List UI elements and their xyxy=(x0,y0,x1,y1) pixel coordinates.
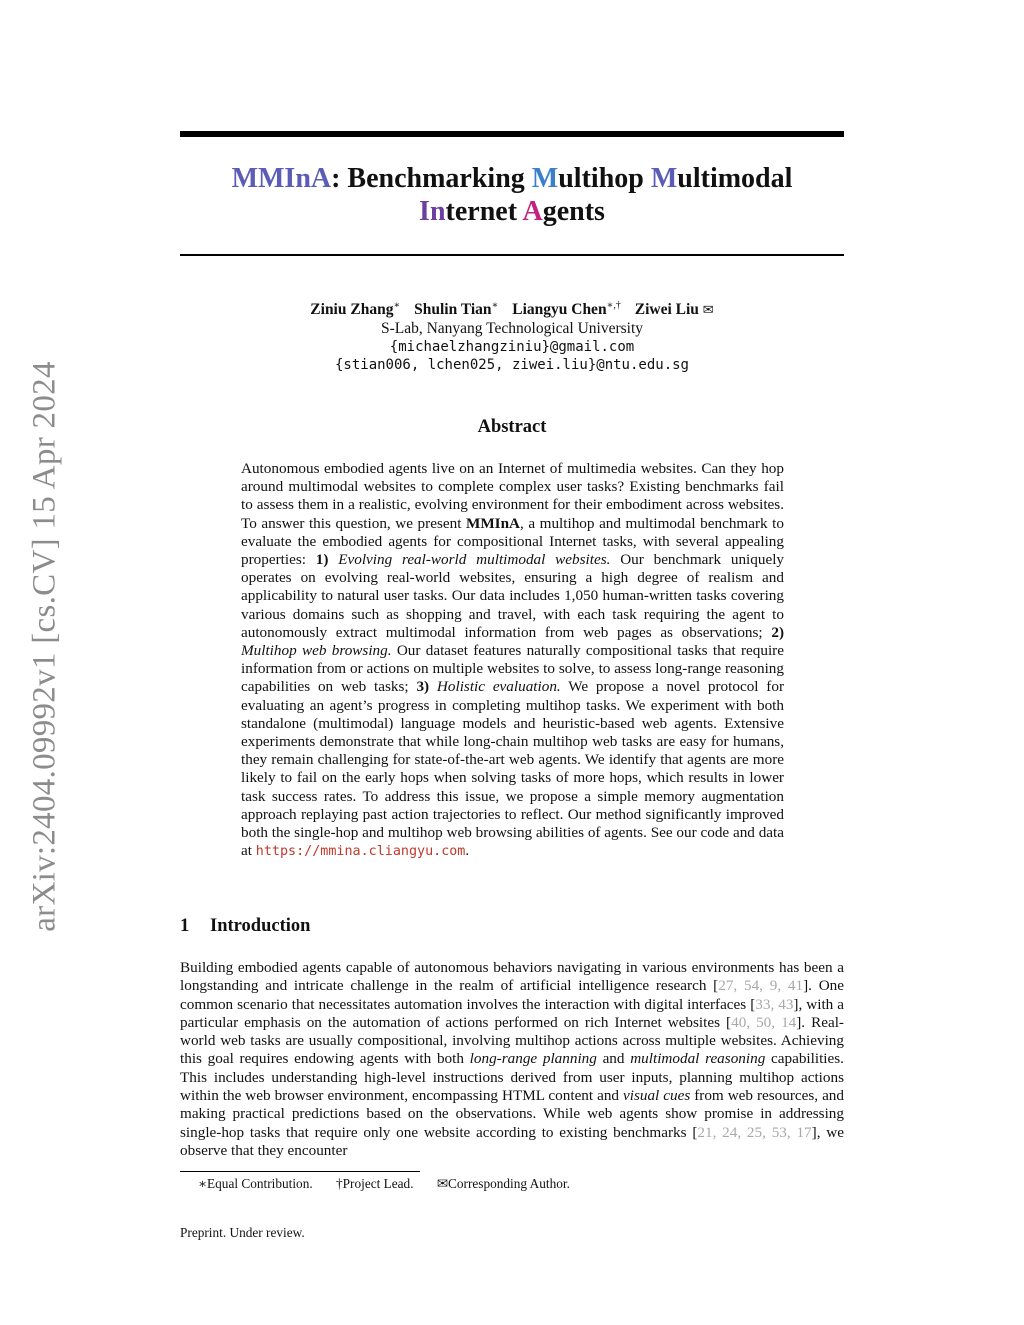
citation[interactable]: 40, 50, 14 xyxy=(731,1013,797,1031)
footnote-project-lead: †Project Lead. xyxy=(336,1176,414,1191)
author: Shulin Tian∗ xyxy=(414,300,499,319)
footnote-rule xyxy=(180,1171,420,1172)
title-top-rule xyxy=(180,131,844,137)
abstract-heading: Abstract xyxy=(477,417,547,437)
code-data-link[interactable]: https://mmina.cliangyu.com xyxy=(255,844,466,860)
introduction-paragraph: Building embodied agents capable of autonomous behaviors navigating in various environments has been a longstanding and intricate challenge in the realm of artificial intelligence research [27, 54, 9, 41]. One common scenario that necessitates automation involves the interaction with digital interfaces [33, 43], with a particular emphasis on the automation of actions performed on rich Internet websites [40, 50, 14]. Real-world web tasks are usually compositional, involving multihop actions across multiple websites. Achieving this goal requires endowing agents with both long-range planning and multimodal reasoning capabilities. This includes understanding high-level instructions derived from user inputs, planning multihop actions within the web browser environment, encompassing HTML content and visual cues from web resources, and making practical predictions based on the observations. While web agents show promise in addressing single-hop tasks that require only one website according to existing benchmarks [21, 24, 25, 53, 17], we observe that they encounter xyxy=(180,959,844,1159)
affiliation: S-Lab, Nanyang Technological University xyxy=(380,320,644,337)
paper-title: MMInA: Benchmarking Multihop Multimodal Internet Agents xyxy=(231,163,793,227)
author: Ziwei Liu ✉ xyxy=(634,301,714,319)
abstract-body: Autonomous embodied agents live on an Internet of multimedia websites. Can they hop around multimodal websites to complete complex user tasks? Existing benchmarks fail to assess them in a realistic, evolving environment for their embodiment across websites. To answer this question, we present MMInA, a multihop and multimodal benchmark to evaluate the embodied agents for compositional Internet tasks, with several appealing properties: 1) Evolving real-world multimodal websites. Our benchmark uniquely operates on evolving real-world websites, ensuring a high degree of realism and applicability to natural user tasks. Our data includes 1,050 human-written tasks covering various domains such as shopping and travel, with each task requiring the agent to autonomously extract multimodal information from web pages as observations; 2) Multihop web browsing. Our dataset features naturally compositional tasks that require information from or actions on multiple websites to solve, to assess long-range reasoning capabilities on web tasks; 3) Holistic evaluation. We propose a novel protocol for evaluating an agent’s progress in completing multihop tasks. We experiment with both standalone (multimodal) language models and heuristic-based web agents. Extensive experiments demonstrate that while long-chain multihop web tasks are easy for humans, they remain challenging for state-of-the-art web agents. We identify that agents are more likely to fail on the early hops when solving tasks of more hops, which results in lower task success rates. To address this issue, we propose a simple memory augmentation approach replaying past action trajectories to reflect. Our method significantly improved both the single-hop and multihop web browsing abilities of agents. See our code and data at https://mmina.cliangyu.com. xyxy=(241,460,785,860)
title-bottom-rule xyxy=(180,254,844,256)
footnote-equal-contribution: ∗Equal Contribution. xyxy=(198,1176,313,1191)
author-list xyxy=(180,300,844,319)
citation[interactable]: 33, 43 xyxy=(755,995,794,1013)
arxiv-identifier-stamp: arXiv:2404.09992v1 [cs.CV] 15 Apr 2024 xyxy=(26,361,63,932)
author: Ziniu Zhang∗ xyxy=(310,300,401,319)
citation[interactable]: 21, 24, 25, 53, 17 xyxy=(697,1123,812,1141)
author: Liangyu Chen∗,† xyxy=(512,300,621,319)
citation[interactable]: 27, 54, 9, 41 xyxy=(718,977,804,995)
envelope-icon: ✉ xyxy=(702,302,714,318)
title-acronym: MMInA xyxy=(231,163,332,194)
preprint-notice: Preprint. Under review. xyxy=(180,1225,305,1240)
section-heading-introduction: 1 Introduction xyxy=(180,916,311,936)
footnotes xyxy=(198,1176,590,1192)
email-line: {michaelzhangziniu}@gmail.com xyxy=(389,339,635,355)
footnote-corresponding-author: ✉Corresponding Author. xyxy=(436,1176,570,1191)
email-line: {stian006, lchen025, ziwei.liu}@ntu.edu.sg xyxy=(334,357,689,373)
